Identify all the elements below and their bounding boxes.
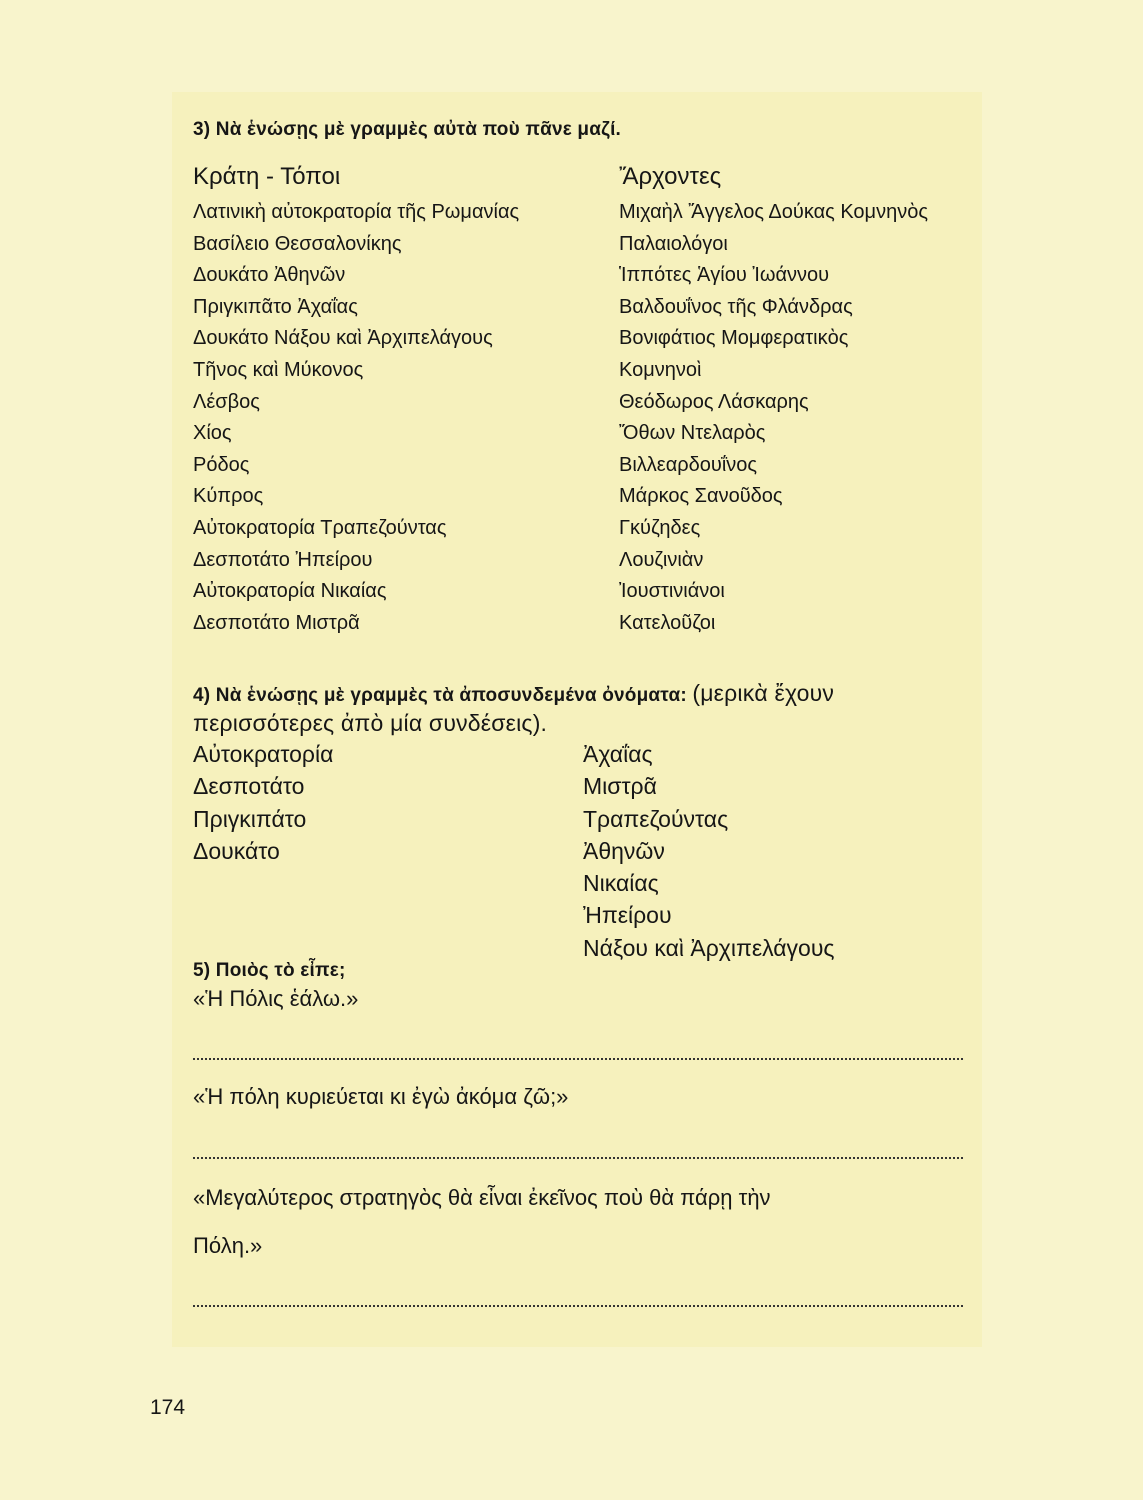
list-item: Νικαίας (583, 870, 659, 897)
quote-3-line-1: «Μεγαλύτερος στρατηγὸς θὰ εἶναι ἐκεῖνος ποὺ θὰ πάρῃ τὴν (193, 1185, 771, 1210)
list-item: Χίος (193, 422, 232, 445)
list-item: Τῆνος καὶ Μύκονος (193, 358, 364, 381)
exercise-4-left-column (193, 738, 333, 867)
list-item: Αὐτοκρατορία (193, 741, 334, 767)
list-item: Δουκάτο (193, 837, 280, 864)
exercise-5-heading: 5) Ποιὸς τὸ εἶπε; (193, 960, 346, 981)
list-item: Πριγκιπᾶτο Ἀχαΐας (193, 295, 358, 318)
exercise-4-heading-note: (μερικὰ ἔχουν (692, 680, 835, 706)
exercise-3-right-column (619, 157, 928, 639)
list-item: Λέσβος (193, 390, 260, 413)
exercise-3-left-column (193, 157, 519, 639)
list-item: Λουζινιὰν (619, 548, 704, 571)
list-item: Ἀχαΐας (583, 741, 653, 767)
page-number: 174 (150, 1396, 186, 1419)
list-item: Μιστρᾶ (583, 773, 657, 800)
list-item: Βασίλειο Θεσσαλονίκης (193, 232, 402, 255)
exercise-4-right-column (583, 738, 835, 964)
exercise-4-heading-continued (193, 710, 547, 737)
answer-line-1[interactable] (193, 1058, 963, 1060)
list-item: Δεσποτάτο Μιστρᾶ (193, 611, 360, 634)
list-item: Ἰουστινιάνοι (619, 580, 725, 603)
list-item: Ἠπείρου (583, 902, 672, 929)
list-item: Δουκάτο Νάξου καὶ Ἀρχιπελάγους (193, 327, 493, 350)
list-item: Δουκάτο Ἀθηνῶν (193, 264, 346, 287)
list-item: Κατελοῦζοι (619, 611, 716, 634)
quote-1: «Ἡ Πόλις ἑάλω.» (193, 986, 359, 1011)
list-item: Ρόδος (193, 453, 250, 476)
list-item: Βιλλεαρδουΐνος (619, 453, 758, 476)
answer-line-2[interactable] (193, 1157, 963, 1159)
list-item: Παλαιολόγοι (619, 232, 728, 255)
exercise-4-heading-bold: 4) Νὰ ἑνώσῃς μὲ γραμμὲς τὰ ἀποσυνδεμένα ὀνόματα: (193, 685, 687, 706)
list-item: Δεσποτάτο (193, 773, 305, 800)
list-item: Νάξου καὶ Ἀρχιπελάγους (583, 934, 835, 961)
list-item: Πριγκιπάτο (193, 805, 307, 832)
column-header-rulers: Ἄρχοντες (619, 163, 722, 190)
list-item: Δεσποτάτο Ἠπείρου (193, 548, 373, 571)
list-item: Ὄθων Ντελαρὸς (619, 422, 766, 445)
list-item: Βονιφάτιος Μομφερατικὸς (619, 327, 849, 350)
list-item: Γκύζηδες (619, 516, 701, 539)
exercise-4-heading-note-2: περισσότερες ἀπὸ μία συνδέσεις). (193, 710, 548, 736)
column-header-states: Κράτη - Τόποι (193, 163, 341, 190)
exercise-4-heading (193, 680, 834, 707)
list-item: Βαλδουΐνος τῆς Φλάνδρας (619, 295, 853, 318)
quote-3-line-2: Πόλη.» (193, 1233, 263, 1258)
list-item: Μιχαὴλ Ἄγγελος Δούκας Κομνηνὸς (619, 201, 928, 223)
answer-line-3[interactable] (193, 1305, 963, 1307)
list-item: Κομνηνοὶ (619, 358, 702, 381)
exercise-3-heading: 3) Νὰ ἑνώσῃς μὲ γραμμὲς αὐτὰ ποὺ πᾶνε μαζί. (193, 119, 622, 140)
list-item: Λατινικὴ αὐτοκρατορία τῆς Ρωμανίας (193, 201, 520, 223)
list-item: Μάρκος Σανοῦδος (619, 485, 783, 508)
quote-2: «Ἡ πόλη κυριεύεται κι ἐγὼ ἀκόμα ζῶ;» (193, 1084, 569, 1109)
list-item: Ἀθηνῶν (583, 837, 665, 864)
list-item: Κύπρος (193, 485, 264, 508)
list-item: Θεόδωρος Λάσκαρης (619, 390, 809, 413)
list-item: Αὐτοκρατορία Τραπεζούντας (193, 516, 447, 539)
list-item: Ἱππότες Ἁγίου Ἰωάννου (619, 264, 830, 287)
list-item: Τραπεζούντας (583, 805, 729, 832)
list-item: Αὐτοκρατορία Νικαίας (193, 580, 387, 603)
